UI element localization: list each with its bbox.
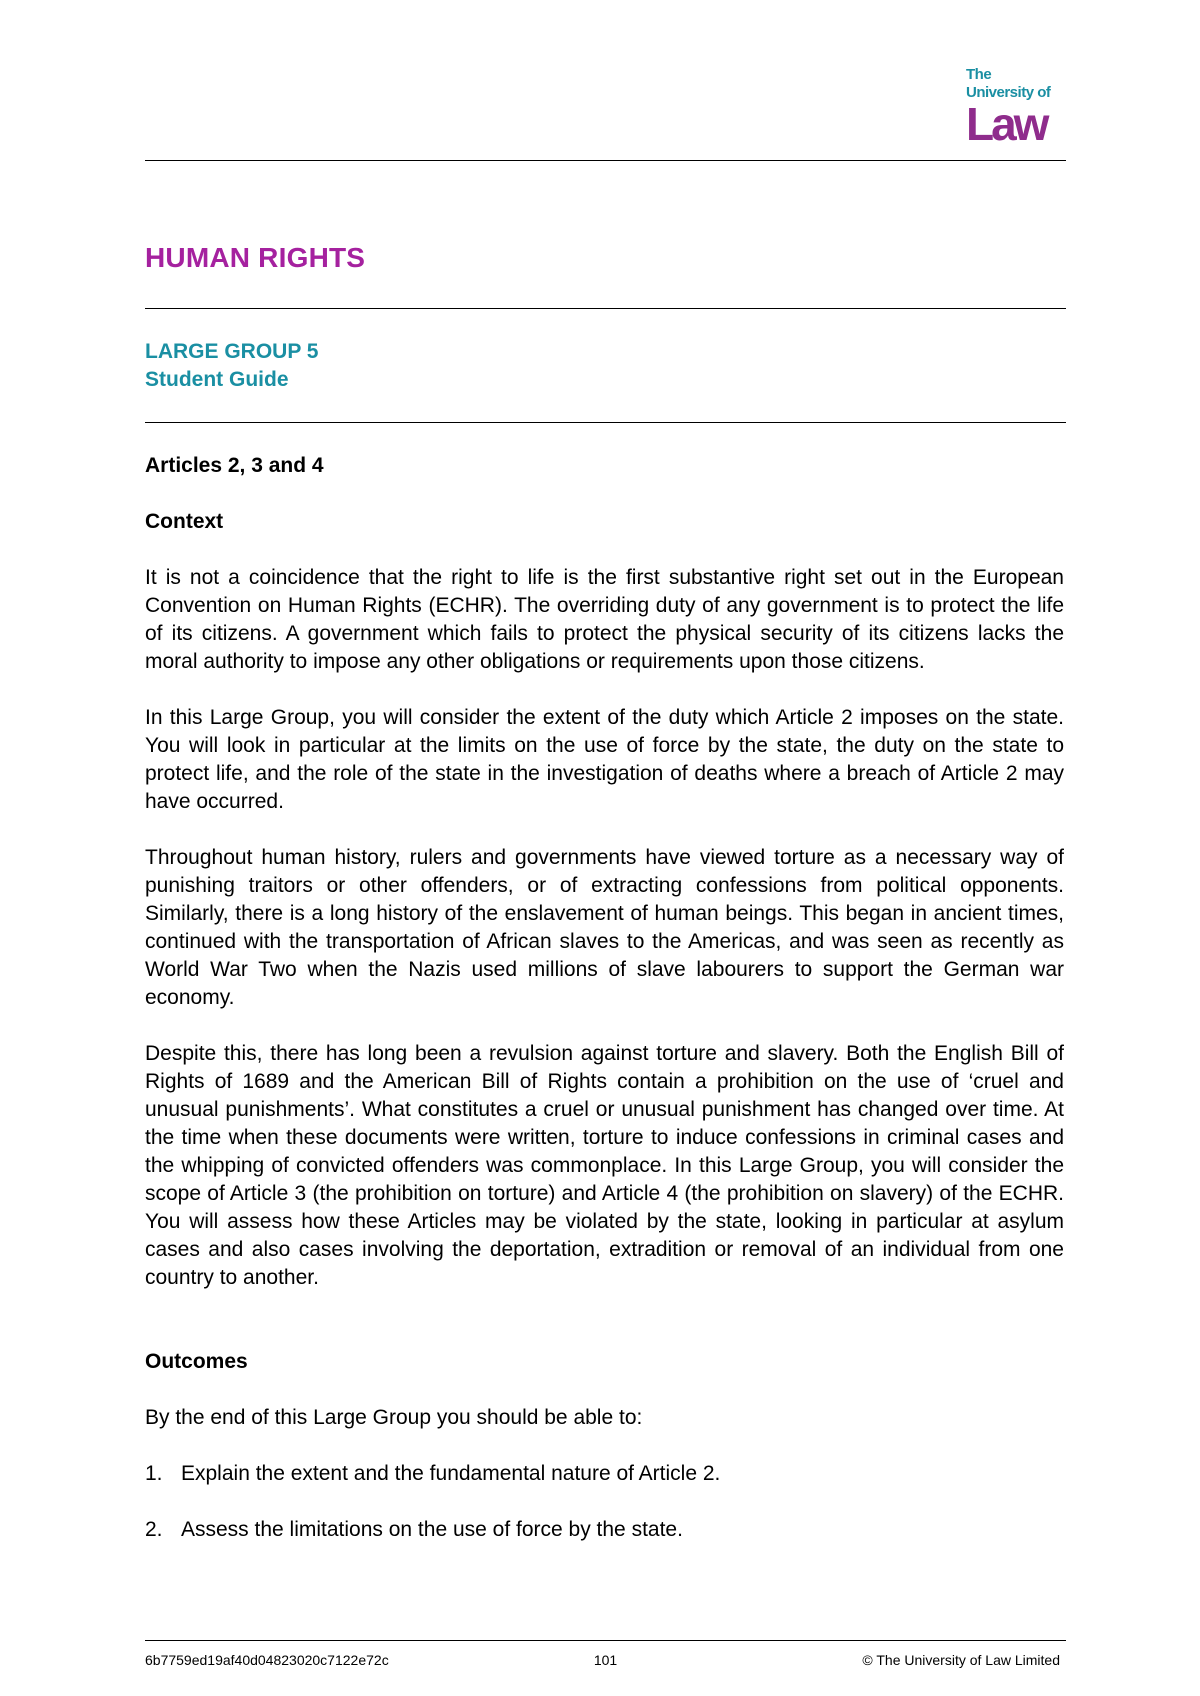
outcomes-list <box>145 1460 1064 1544</box>
header-rule <box>145 160 1066 161</box>
context-paragraph-1: It is not a coincidence that the right to life is the first substantive right set out in the European Convention on Human Rights (ECHR). The overriding duty of any government is to protect the life of its citizens. A government which fails to protect the physical security of its citizens lacks the moral authority to impose any other obligations or requirements upon those citizens. <box>145 566 1064 673</box>
title-rule <box>145 308 1066 309</box>
subtitle-rule <box>145 422 1066 423</box>
context-paragraph-3: Throughout human history, rulers and governments have viewed torture as a necessary way of punishing traitors or other offenders, or of extracting confessions from political opponents. Similarly, there is a long history of the enslavement of human beings. This began in ancient times, continued with the transportation of African slaves to the Americas, and was seen as recently as World War Two when the Nazis used millions of slave labourers to support the German war economy. <box>145 846 1064 1009</box>
context-paragraph-2: In this Large Group, you will consider the extent of the duty which Article 2 imposes on the state. You will look in particular at the limits on the use of force by the state, the duty on the state to protect life, and the role of the state in the investigation of deaths where a breach of Article 2 may have occurred. <box>145 706 1064 813</box>
university-logo <box>966 66 1058 150</box>
list-item-number: 1. <box>145 1462 163 1485</box>
page-title: HUMAN RIGHTS <box>145 242 366 273</box>
list-item <box>145 1516 1064 1544</box>
subtitle-block <box>145 338 318 394</box>
list-item <box>145 1460 1064 1488</box>
outcomes-heading: Outcomes <box>145 1350 248 1373</box>
logo-line-law: Law <box>966 98 1047 150</box>
section-title: Articles 2, 3 and 4 <box>145 454 324 477</box>
footer-copyright: © The University of Law Limited <box>862 1652 1060 1668</box>
subtitle-guide: Student Guide <box>145 368 289 391</box>
footer-rule <box>145 1640 1066 1641</box>
outcomes-intro: By the end of this Large Group you should be able to: <box>145 1406 643 1429</box>
list-item-number: 2. <box>145 1518 163 1541</box>
logo-line-the: The <box>966 66 992 83</box>
context-paragraph-4: Despite this, there has long been a revulsion against torture and slavery. Both the English Bill of Rights of 1689 and the American Bill of Rights contain a prohibition on the use of ‘cruel and unusual punishments’. What constitutes a cruel or unusual punishment has changed over time. At the time when these documents were written, torture to induce confessions in criminal cases and the whipping of convicted offenders was commonplace. In this Large Group, you will consider the scope of Article 3 (the prohibition on torture) and Article 4 (the prohibition on slavery) of the ECHR. You will assess how these Articles may be violated by the state, looking in particular at asylum cases and also cases involving the deportation, extradition or removal of an individual from one country to another. <box>145 1042 1064 1289</box>
document-body <box>145 452 1064 1544</box>
subtitle-group: LARGE GROUP 5 <box>145 340 319 363</box>
context-heading: Context <box>145 510 224 533</box>
footer-doc-id: 6b7759ed19af40d04823020c7122e72c <box>145 1652 389 1668</box>
list-item-text: Assess the limitations on the use of force by the state. <box>181 1518 683 1541</box>
list-item-text: Explain the extent and the fundamental nature of Article 2. <box>181 1462 721 1485</box>
page-number: 101 <box>593 1652 618 1668</box>
logo-line-university: University of <box>966 84 1051 101</box>
